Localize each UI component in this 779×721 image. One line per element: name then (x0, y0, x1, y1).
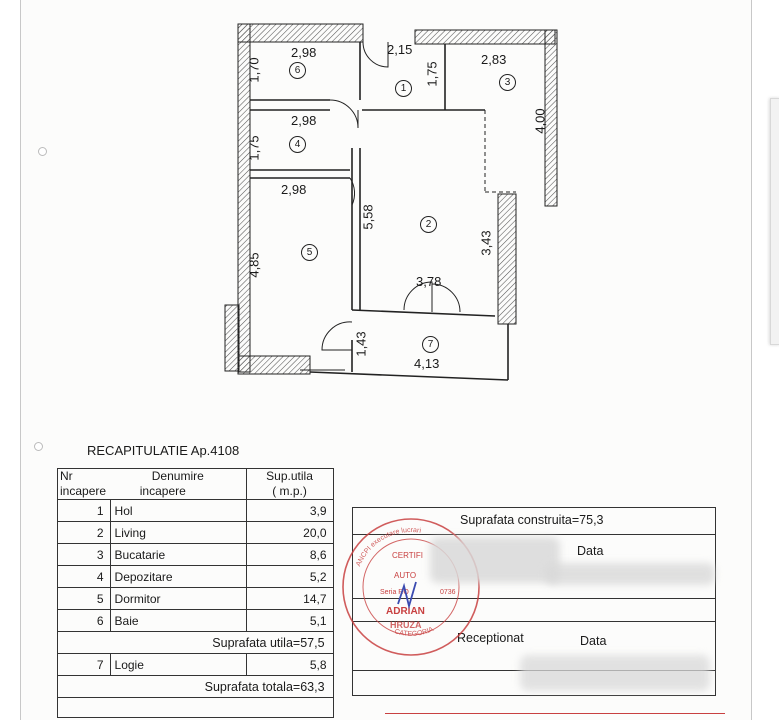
header-area: Sup.utila (266, 469, 313, 483)
table-row (58, 544, 334, 566)
row-nr: 5 (58, 588, 111, 610)
row-area: 8,6 (246, 544, 333, 566)
header-name: Denumire (151, 469, 204, 483)
room3-width: 2,83 (481, 52, 507, 67)
room4-width: 2,98 (291, 113, 317, 128)
room2-width: 3,78 (416, 274, 442, 289)
table-row (58, 588, 334, 610)
row-nr: 1 (58, 500, 111, 522)
row-name: Hol (110, 500, 246, 522)
row-nr: 7 (58, 654, 111, 676)
redacted-area (430, 537, 560, 583)
room4-height: 1,75 (246, 135, 262, 161)
room2-height2: 3,43 (478, 230, 494, 256)
date-label: Data (577, 544, 604, 558)
room7-height: 1,43 (353, 331, 369, 357)
room5-height: 4,85 (246, 252, 262, 278)
stamp-ring-bottom: CATEGORIA (393, 626, 435, 638)
row-nr: 2 (58, 522, 111, 544)
stamp-line1: CERTIFI (392, 551, 423, 560)
wall-step (225, 305, 239, 371)
room2-height: 5,58 (360, 204, 376, 230)
stamp-seal (338, 514, 484, 660)
wall-right-living (498, 194, 516, 324)
date-label-2: Data (580, 634, 607, 648)
room3-number: 3 (499, 74, 516, 91)
room7-width: 4,13 (414, 356, 440, 371)
punch-hole (34, 442, 43, 451)
row-nr: 4 (58, 566, 111, 588)
stamp-name1: ADRIAN (386, 606, 425, 617)
room6-height: 1,70 (246, 57, 262, 83)
row-nr: 3 (58, 544, 111, 566)
wall-top-right (415, 30, 555, 44)
grand-total-row (58, 676, 334, 698)
wall-top-left (238, 24, 363, 42)
svg-text:ANCPI executare lucrari (355, 527, 422, 568)
room6-width: 2,98 (291, 45, 317, 60)
room1-number: 1 (395, 80, 412, 97)
row-name: Logie (110, 654, 246, 676)
room4-number: 4 (289, 136, 306, 153)
punch-hole (38, 147, 47, 156)
stamp-line2: AUTO (394, 571, 417, 580)
room6-number: 6 (289, 62, 306, 79)
header-nr-2: incapere (60, 484, 107, 498)
row-nr: 6 (58, 610, 111, 632)
table-header-row (58, 469, 334, 500)
row-name: Baie (110, 610, 246, 632)
wall-bottom-left (238, 356, 310, 374)
table-row (58, 500, 334, 522)
recap-title: RECAPITULATIE Ap.4108 (87, 443, 240, 458)
recap-table (57, 468, 334, 718)
room1-height: 1,75 (424, 61, 440, 87)
row-area: 5,2 (246, 566, 333, 588)
useful-total-row (58, 632, 334, 654)
stamp-name2: HRUZA (390, 620, 422, 630)
header-area-2: ( m.p.) (272, 484, 307, 498)
room5-number: 5 (301, 244, 318, 261)
row-name: Bucatarie (110, 544, 246, 566)
redacted-area (545, 563, 715, 585)
room1-width: 2,15 (387, 42, 413, 57)
redacted-area (520, 655, 710, 691)
row-name: Depozitare (110, 566, 246, 588)
room2-number: 2 (420, 216, 437, 233)
table-row (58, 522, 334, 544)
stamp-ring-top: ANCPI executare lucrari (355, 526, 422, 568)
table-row-empty (58, 698, 334, 718)
row-name: Dormitor (110, 588, 246, 610)
table-row (58, 654, 334, 676)
table-row (58, 610, 334, 632)
row-area: 14,7 (246, 588, 333, 610)
row-area: 3,9 (246, 500, 333, 522)
room5-width: 2,98 (281, 182, 307, 197)
stamp-line3: Seria RO (380, 589, 409, 596)
stamp-line4: 0736 (440, 589, 456, 596)
received-label: Receptionat (457, 631, 524, 645)
row-name: Living (110, 522, 246, 544)
row-area: 5,8 (246, 654, 333, 676)
grand-total: Suprafata totala=63,3 (58, 676, 334, 698)
built-area: Suprafata construita=75,3 (460, 513, 604, 527)
room3-height: 4,00 (532, 108, 548, 134)
header-name-2: incapere (139, 484, 186, 498)
header-nr: Nr (60, 469, 73, 483)
room7-number: 7 (422, 336, 439, 353)
table-row (58, 566, 334, 588)
row-area: 20,0 (246, 522, 333, 544)
useful-total: Suprafata utila=57,5 (58, 632, 334, 654)
row-area: 5,1 (246, 610, 333, 632)
